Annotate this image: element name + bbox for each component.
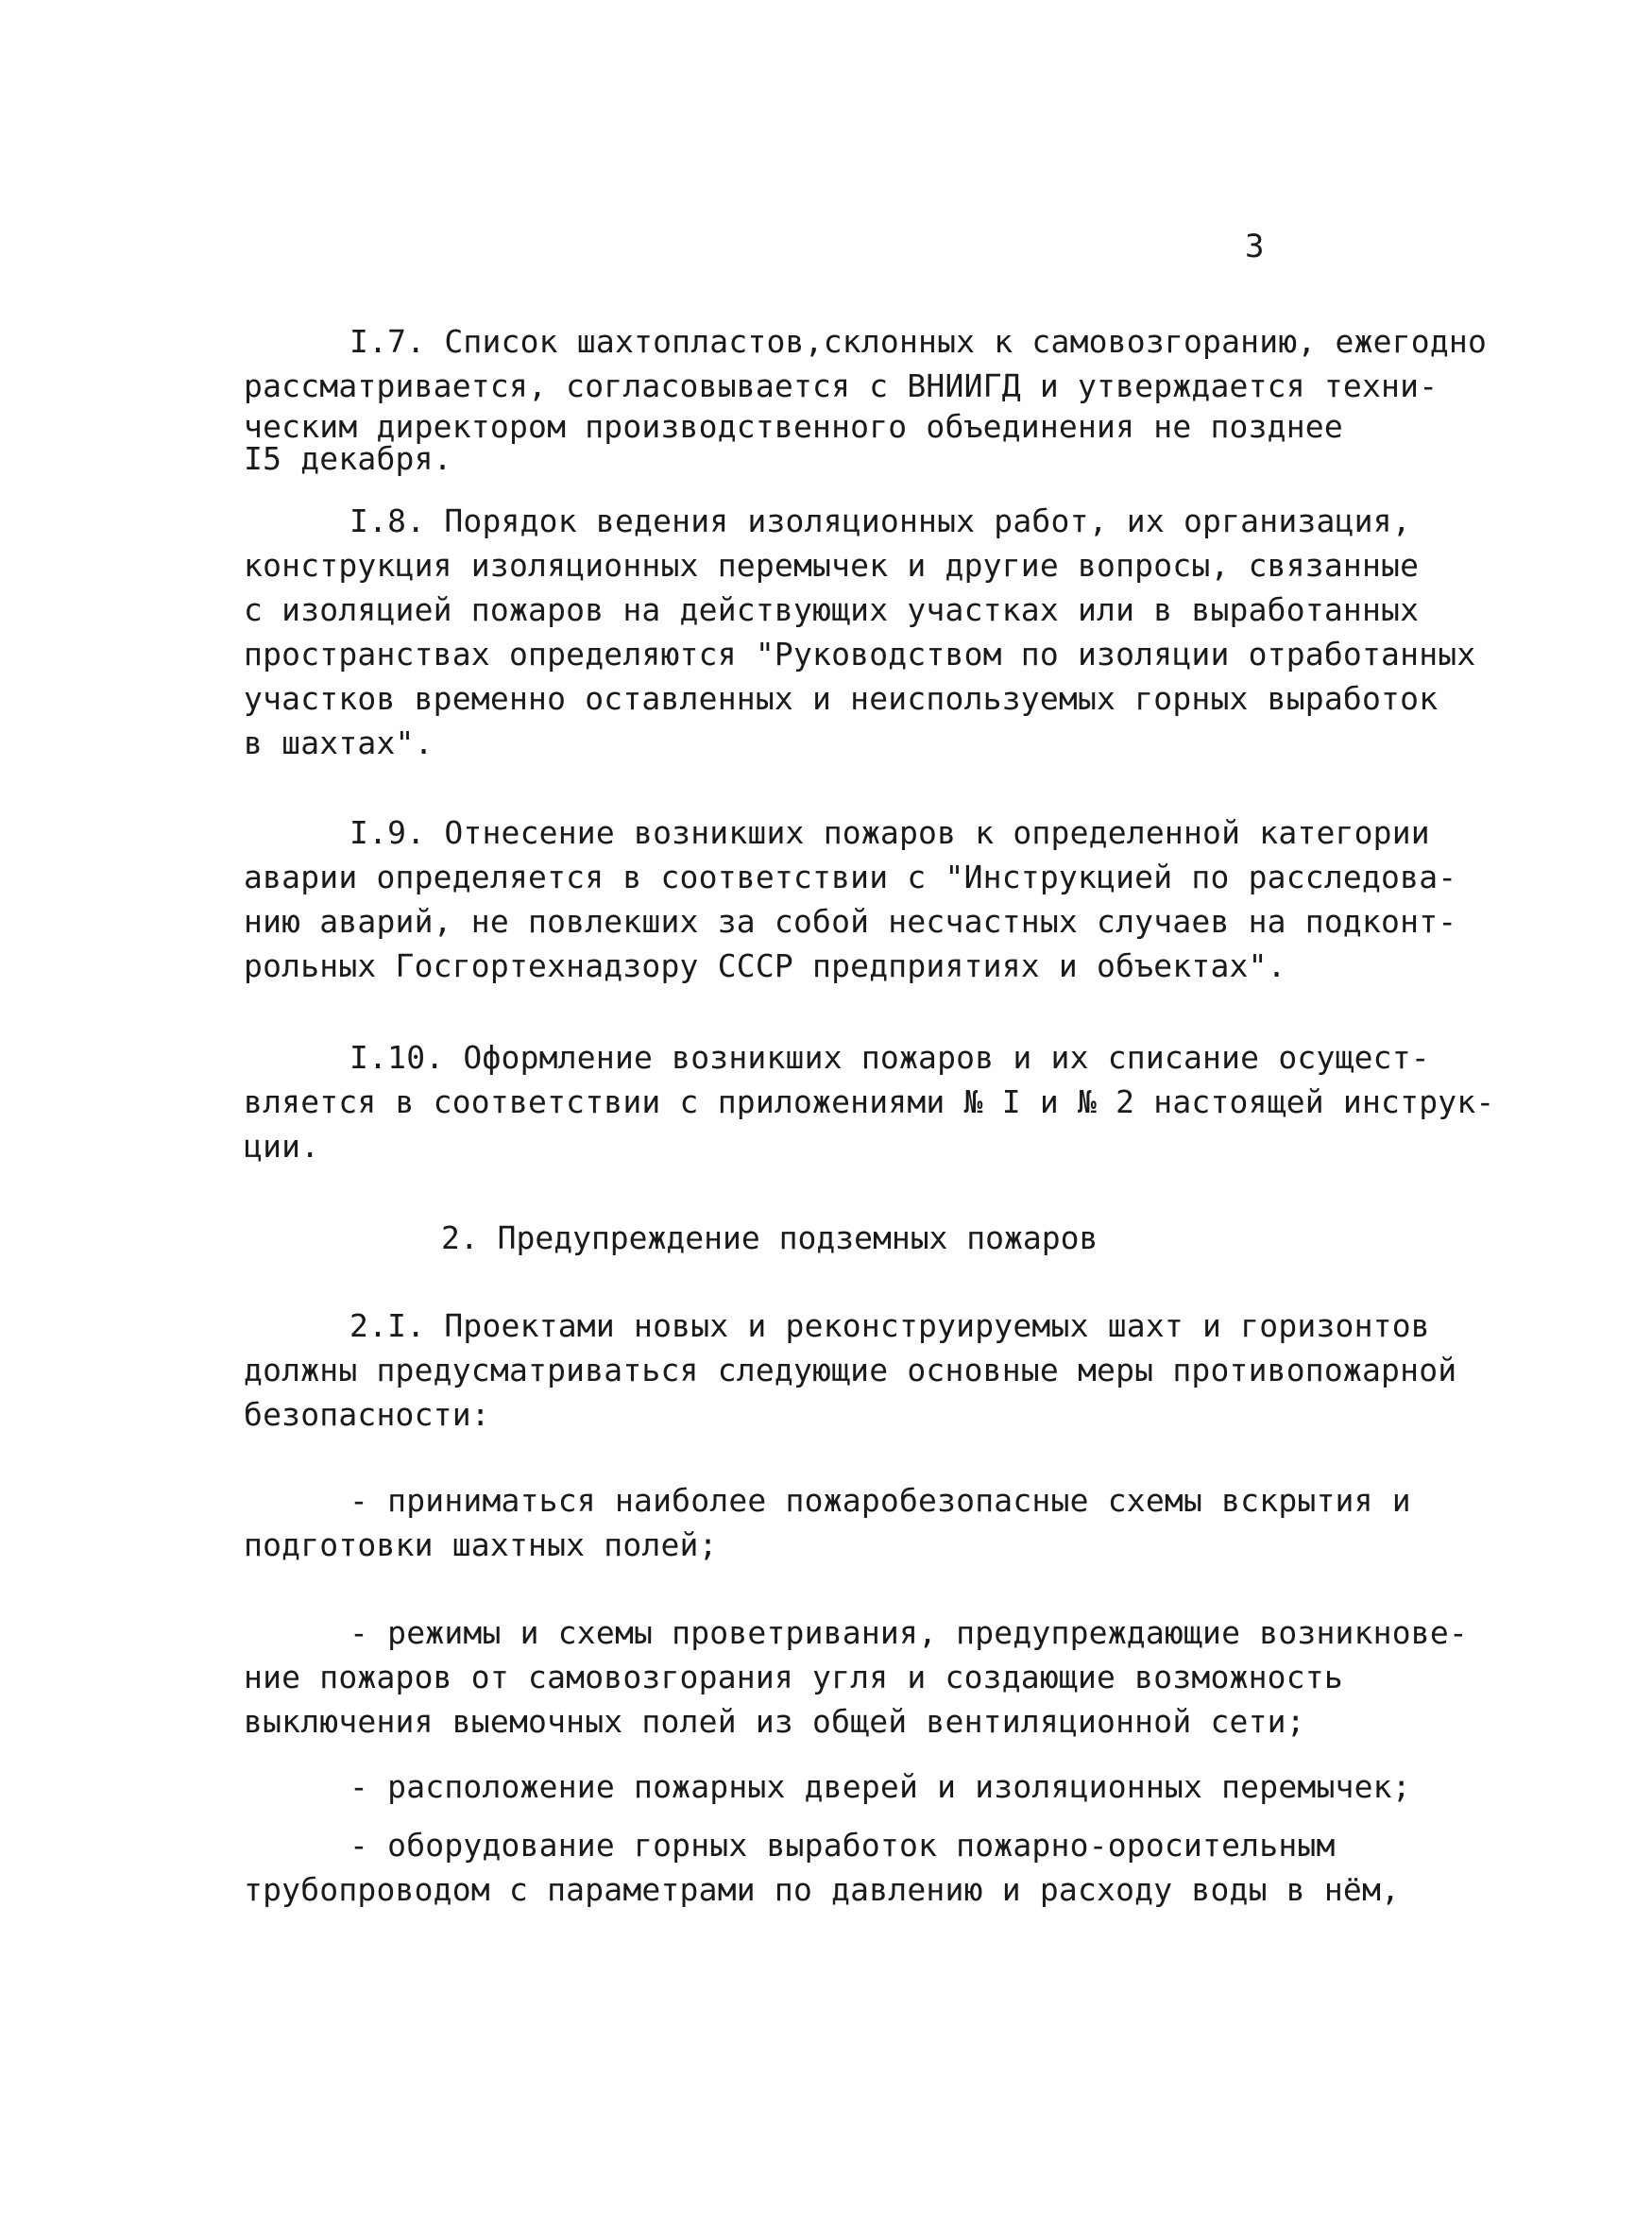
text-line: выключения выемочных полей из общей вентиляционной сети;	[244, 1703, 1305, 1740]
text-line: нию аварий, не повлекших за собой несчастных случаев на подконт-	[244, 903, 1457, 940]
text-line: 2.I. Проектами новых и реконструируемых шахт и горизонтов	[349, 1307, 1430, 1344]
list-item-1	[244, 1478, 1472, 1567]
text-line: рольных Госгортехнадзору СССР предприятиях и объектах".	[244, 947, 1286, 984]
text-line: рассматривается, согласовывается с ВНИИГД и утверждается техни-	[244, 367, 1439, 404]
list-item-3	[244, 1764, 1472, 1809]
text-line: трубопроводом с параметрами по давлению и расходу воды в нём,	[244, 1871, 1401, 1908]
text-line: I.7. Список шахтопластов,склонных к самовозгоранию, ежегодно	[349, 323, 1488, 360]
text-line: подготовки шахтных полей;	[244, 1526, 718, 1563]
list-item-4	[244, 1823, 1472, 1912]
text-line: пространствах определяются "Руководством по изоляции отработанных	[244, 636, 1476, 673]
section-heading: 2. Предупреждение подземных пожаров	[441, 1219, 1098, 1256]
paragraph-1-10	[244, 1035, 1495, 1168]
paragraph-2-1	[244, 1303, 1472, 1437]
text-line: I.10. Оформление возникших пожаров и их списание осущест-	[349, 1039, 1430, 1076]
text-line: ции.	[244, 1128, 320, 1165]
paragraph-1-7	[244, 319, 1488, 477]
page-number: 3	[1245, 228, 1265, 265]
text-line: I.9. Отнесение возникших пожаров к определенной категории	[349, 814, 1430, 851]
text-line: вляется в соответствии с приложениями № I и № 2 настоящей инструк-	[244, 1083, 1495, 1120]
text-line: I5 декабря.	[244, 440, 452, 477]
text-line: участков временно оставленных и неиспользуемых горных выработок	[244, 680, 1439, 717]
text-line: ческим директором производственного объединения не позднее	[244, 408, 1343, 445]
text-line: в шахтах".	[244, 724, 434, 761]
text-line: безопасности:	[244, 1396, 490, 1433]
text-line: ние пожаров от самовозгорания угля и создающие возможность	[244, 1659, 1343, 1695]
text-line: - оборудование горных выработок пожарно-оросительным	[349, 1827, 1336, 1864]
text-line: конструкция изоляционных перемычек и другие вопросы, связанные	[244, 547, 1420, 584]
text-line: - режимы и схемы проветривания, предупреждающие возникнове-	[349, 1614, 1468, 1651]
text-line: с изоляцией пожаров на действующих участках или в выработанных	[244, 591, 1420, 628]
text-line: - расположение пожарных дверей и изоляционных перемычек;	[349, 1768, 1411, 1805]
paragraph-1-8	[244, 499, 1476, 765]
text-line: I.8. Порядок ведения изоляционных работ, их организация,	[349, 502, 1411, 539]
paragraph-1-9	[244, 810, 1472, 988]
text-line: аварии определяется в соответствии с "Инструкцией по расследова-	[244, 859, 1457, 895]
text-line: - приниматься наиболее пожаробезопасные схемы вскрытия и	[349, 1482, 1411, 1519]
list-item-2	[244, 1610, 1472, 1744]
text-line: должны предусматриваться следующие основные меры противопожарной	[244, 1352, 1457, 1388]
